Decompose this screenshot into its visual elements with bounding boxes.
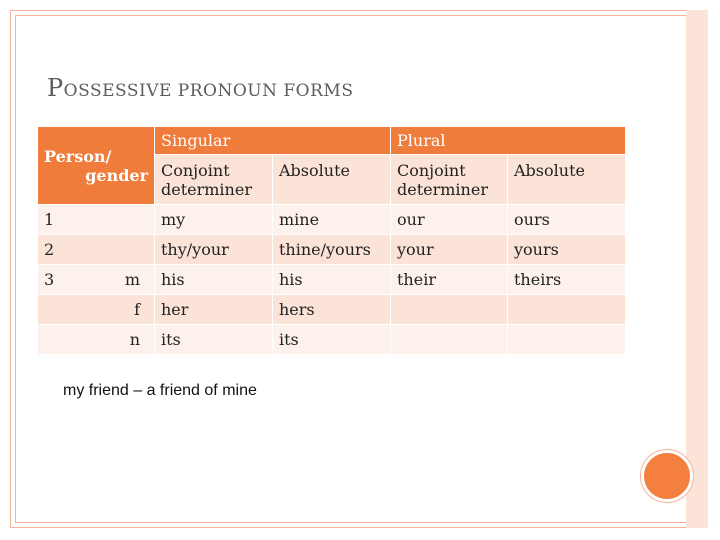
table-cell: thy/your <box>155 235 273 265</box>
table-row <box>38 265 626 295</box>
subheader-conjoint-singular: Conjoint determiner <box>155 155 273 205</box>
person-cell: 1 <box>38 205 155 235</box>
table-cell: her <box>155 295 273 325</box>
group-header-singular: Singular <box>155 127 391 155</box>
table-cell <box>391 325 508 355</box>
table-cell: his <box>273 265 391 295</box>
example-note: my friend – a friend of mine <box>63 382 257 399</box>
table-cell: yours <box>508 235 626 265</box>
table-row <box>38 235 626 265</box>
table-row <box>38 295 626 325</box>
subheader-absolute-plural: Absolute <box>508 155 626 205</box>
table-cell: hers <box>273 295 391 325</box>
table-cell <box>508 295 626 325</box>
subheader-absolute-singular: Absolute <box>273 155 391 205</box>
subheader-conjoint-plural: Conjoint determiner <box>391 155 508 205</box>
possessive-pronoun-table <box>37 126 626 355</box>
gender-label: f <box>134 300 140 319</box>
table-cell: mine <box>273 205 391 235</box>
table-group-header-row <box>38 127 626 155</box>
table-cell <box>508 325 626 355</box>
decorative-circle <box>641 450 693 502</box>
table-cell: theirs <box>508 265 626 295</box>
table-row <box>38 325 626 355</box>
person-cell <box>38 325 155 355</box>
table-cell: its <box>155 325 273 355</box>
table-cell: my <box>155 205 273 235</box>
person-gender-header: Person/ gender <box>38 127 155 205</box>
person-cell <box>38 295 155 325</box>
table-cell: thine/yours <box>273 235 391 265</box>
slide-title: POSSESSIVE PRONOUN FORMS <box>47 74 354 102</box>
table-cell: our <box>391 205 508 235</box>
group-header-plural: Plural <box>391 127 626 155</box>
table-cell: his <box>155 265 273 295</box>
table-cell: its <box>273 325 391 355</box>
table-cell: ours <box>508 205 626 235</box>
gender-label: n <box>129 330 140 349</box>
gender-label: m <box>124 270 140 289</box>
person-cell: 2 <box>38 235 155 265</box>
decorative-side-bar <box>686 10 708 528</box>
table-cell: their <box>391 265 508 295</box>
table-cell: your <box>391 235 508 265</box>
table-cell <box>391 295 508 325</box>
table-row <box>38 205 626 235</box>
person-cell: 3 m <box>38 265 155 295</box>
